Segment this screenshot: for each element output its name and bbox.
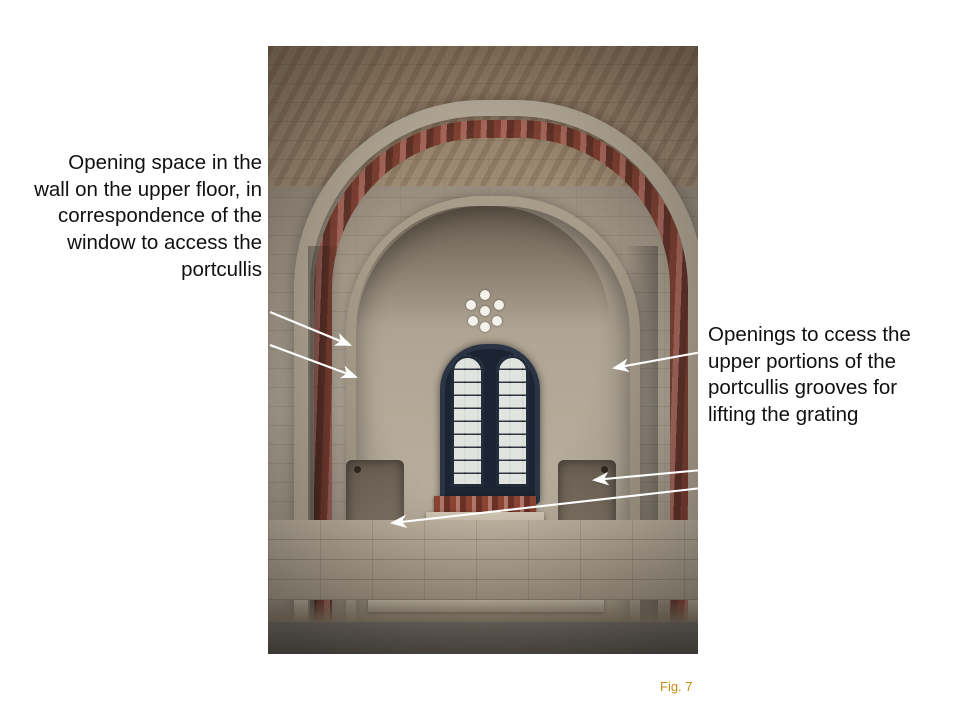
- window-lancet-right: [496, 355, 529, 487]
- window-sill-band: [434, 496, 536, 512]
- plinth: [268, 598, 698, 624]
- photograph: [268, 46, 698, 654]
- callout-right-text: Openings to ccess the upper portions of the portcullis grooves for lifting the grating: [708, 323, 911, 426]
- callout-left-text: Opening space in the wall on the upper floor, in correspondence of the window to access the portcullis: [34, 151, 262, 281]
- groove-opening-left-icon: [354, 466, 361, 473]
- rosette-openings: [464, 290, 506, 332]
- floor: [268, 622, 698, 654]
- window-lancet-left: [451, 355, 484, 487]
- figure-caption: Fig. 7: [660, 679, 693, 694]
- gothic-window: [440, 344, 540, 504]
- groove-opening-right-icon: [601, 466, 608, 473]
- lower-wall: [268, 520, 698, 600]
